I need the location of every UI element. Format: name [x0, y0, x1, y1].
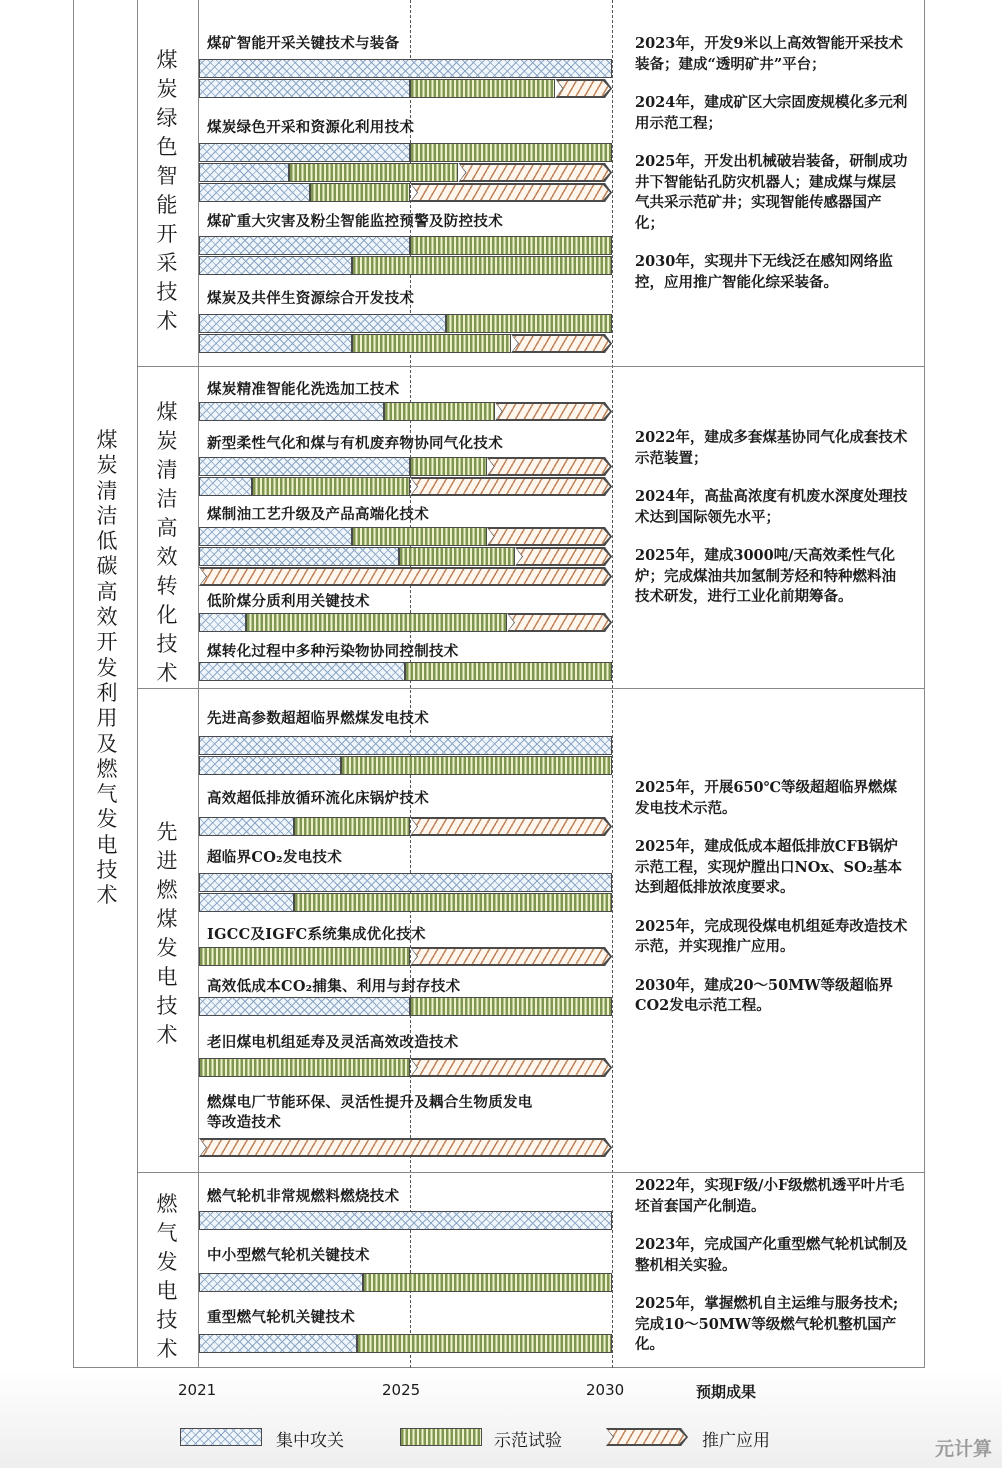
bar-segment-promotion — [507, 613, 612, 632]
bar-segment-fill — [412, 949, 610, 964]
technology-label: 煤矿重大灾害及粉尘智能监控预警及防控技术 — [207, 213, 503, 230]
bar-segment-promotion — [410, 817, 612, 836]
bar-segment-promotion — [555, 79, 612, 98]
bar-segment-fill — [513, 336, 610, 351]
technology-label: IGCC及IGFC系统集成优化技术 — [207, 926, 426, 943]
bar-segment-demonstration — [199, 947, 410, 966]
bar-segment-research — [199, 527, 352, 546]
technology-label: 重型燃气轮机关键技术 — [207, 1309, 355, 1326]
bar-segment-promotion — [495, 402, 612, 421]
result-item: 2022年，建成多套煤基协同气化成套技术示范装置； — [635, 429, 908, 467]
bar-segment-fill — [489, 529, 610, 544]
bar-segment-fill — [201, 569, 610, 584]
bar-segment-demonstration — [399, 547, 515, 566]
result-item: 2023年，开发9米以上高效智能开采技术装备；建成“透明矿井”平台； — [635, 35, 903, 73]
bar-segment-research — [199, 59, 612, 78]
bar-segment-demonstration — [352, 334, 511, 353]
bar-segment-research — [199, 477, 252, 496]
bar-segment-fill — [557, 81, 610, 96]
bar-segment-promotion — [458, 163, 612, 182]
bar-segment-demonstration — [410, 79, 555, 98]
technology-label: 煤转化过程中多种污染物协同控制技术 — [207, 643, 459, 660]
bar-segment-fill — [517, 549, 610, 564]
bar-segment-research — [199, 256, 352, 275]
bar-segment-demonstration — [252, 477, 410, 496]
category-label: 先进燃煤发电技术 — [156, 820, 178, 1047]
bar-segment-demonstration — [310, 183, 410, 202]
technology-label: 高效超低排放循环流化床锅炉技术 — [207, 790, 429, 807]
bar-segment-demonstration — [199, 1058, 410, 1077]
technology-label: 煤炭绿色开采和资源化利用技术 — [207, 119, 415, 136]
results-block — [635, 34, 910, 311]
bar-segment-demonstration — [410, 236, 612, 255]
main-title: 煤炭清洁低碳高效开发利用及燃气发电技术 — [96, 428, 118, 908]
legend-label-orange: 推广应用 — [702, 1431, 770, 1451]
result-item: 2024年，建成矿区大宗固废规模化多元利用示范工程； — [635, 94, 908, 132]
x-tick-2025: 2025 — [382, 1381, 421, 1399]
bar-segment-fill — [509, 615, 610, 630]
bar-segment-promotion — [515, 547, 612, 566]
bar-segment-research — [199, 547, 399, 566]
bar-segment-demonstration — [405, 662, 612, 681]
bar-segment-promotion — [487, 457, 612, 476]
bar-segment-promotion — [410, 1058, 612, 1077]
column-divider — [198, 0, 199, 1368]
bar-segment-demonstration — [384, 402, 495, 421]
column-divider — [612, 0, 613, 1368]
bar-segment-promotion — [199, 1138, 612, 1157]
technology-label: 燃气轮机非常规燃料燃烧技术 — [207, 1188, 400, 1205]
bar-segment-fill — [412, 819, 610, 834]
bar-segment-demonstration — [410, 143, 612, 162]
legend-label-green: 示范试验 — [494, 1431, 562, 1451]
bar-segment-promotion — [487, 527, 612, 546]
bar-segment-research — [199, 236, 410, 255]
bar-segment-research — [199, 756, 341, 775]
legend-swatch-cross — [180, 1428, 262, 1446]
bar-segment-promotion — [199, 567, 612, 586]
result-item: 2025年，开展650℃等级超超临界燃煤发电技术示范。 — [635, 779, 897, 817]
bar-segment-demonstration — [446, 314, 612, 333]
x-tick-2021: 2021 — [178, 1381, 217, 1399]
bar-segment-research — [199, 1334, 357, 1353]
bar-segment-fill — [460, 165, 610, 180]
page-footer-background — [0, 1370, 1002, 1468]
technology-label: 煤制油工艺升级及产品高端化技术 — [207, 506, 429, 523]
bar-segment-promotion — [410, 947, 612, 966]
legend-swatch-orange — [606, 1428, 688, 1446]
results-block — [635, 778, 910, 1035]
bar-segment-demonstration — [357, 1334, 612, 1353]
technology-label: 煤炭及共伴生资源综合开发技术 — [207, 290, 415, 307]
result-item: 2023年，完成国产化重型燃气轮机试制及整机相关实验。 — [635, 1236, 908, 1274]
bar-segment-promotion — [511, 334, 612, 353]
bar-segment-research — [199, 1211, 612, 1230]
bar-segment-research — [199, 143, 410, 162]
technology-label-line2: 等改造技术 — [207, 1114, 281, 1131]
result-item: 2025年，建成3000吨/天高效柔性气化炉；完成煤油共加氢制芳烃和特种燃料油技术研发，进行工业化前期筹备。 — [635, 547, 896, 605]
category-label: 煤炭绿色智能开采技术 — [156, 48, 178, 333]
bar-segment-promotion — [410, 477, 612, 496]
technology-label: 煤炭精准智能化洗选加工技术 — [207, 381, 400, 398]
x-tick-2030: 2030 — [586, 1381, 625, 1399]
result-item: 2025年，掌握燃机自主运维与服务技术;完成10～50MW等级燃气轮机整机国产化。 — [635, 1295, 899, 1353]
bar-segment-demonstration — [341, 756, 612, 775]
watermark-logo: 元计算 — [935, 1438, 993, 1460]
bar-segment-fill — [201, 1140, 610, 1155]
bar-segment-demonstration — [294, 893, 612, 912]
section-divider — [137, 688, 925, 689]
result-item: 2025年，建成低成本超低排放CFB锅炉示范工程，实现炉膛出口NOx、SO₂基本达到超低排放浓度要求。 — [635, 838, 902, 896]
technology-label: 高效低成本CO₂捕集、利用与封存技术 — [207, 978, 461, 995]
technology-label: 老旧煤电机组延寿及灵活高效改造技术 — [207, 1034, 459, 1051]
section-divider — [137, 366, 925, 367]
bar-segment-demonstration — [363, 1273, 612, 1292]
technology-label: 先进高参数超超临界燃煤发电技术 — [207, 710, 429, 727]
bar-segment-demonstration — [352, 527, 487, 546]
bar-segment-research — [199, 736, 612, 755]
bar-segment-research — [199, 79, 410, 98]
bar-segment-promotion — [410, 183, 612, 202]
technology-label: 中小型燃气轮机关键技术 — [207, 1247, 370, 1264]
bar-segment-research — [199, 334, 352, 353]
category-label: 煤炭清洁高效转化技术 — [156, 400, 178, 685]
bar-segment-fill — [412, 1060, 610, 1075]
section-divider — [137, 1172, 925, 1173]
gridline-2025 — [410, 0, 411, 1368]
bar-segment-fill — [412, 185, 610, 200]
bar-segment-research — [199, 662, 405, 681]
bar-segment-research — [199, 893, 294, 912]
bar-segment-research — [199, 1273, 363, 1292]
results-header: 预期成果 — [696, 1383, 757, 1401]
result-item: 2022年，实现F级/小F级燃机透平叶片毛坯首套国产化制造。 — [635, 1177, 905, 1215]
bar-segment-research — [199, 183, 310, 202]
bar-segment-fill — [412, 479, 610, 494]
column-divider — [137, 0, 138, 1368]
bar-segment-research — [199, 457, 410, 476]
result-item: 2030年，实现井下无线泛在感知网络监控，应用推广智能化综采装备。 — [635, 253, 893, 291]
bar-segment-demonstration — [289, 163, 459, 182]
bar-segment-research — [199, 873, 612, 892]
technology-label: 超临界CO₂发电技术 — [207, 849, 343, 866]
technology-label: 新型柔性气化和煤与有机废弃物协同气化技术 — [207, 435, 503, 452]
results-block — [635, 428, 910, 626]
result-item: 2025年，完成现役煤电机组延寿改造技术示范，并实现推广应用。 — [635, 917, 908, 955]
bar-segment-research — [199, 314, 446, 333]
legend-label-cross: 集中攻关 — [276, 1431, 344, 1451]
results-block — [635, 1176, 910, 1374]
result-item: 2025年，开发出机械破岩装备，研制成功井下智能钻孔防灾机器人；建成煤与煤层气共采示范矿井；实现智能传感器国产化； — [635, 153, 908, 232]
bar-segment-demonstration — [246, 613, 506, 632]
bar-segment-demonstration — [352, 256, 612, 275]
bar-segment-fill — [497, 404, 610, 419]
bar-segment-research — [199, 402, 384, 421]
legend-swatch-green — [400, 1428, 482, 1446]
category-label: 燃气发电技术 — [156, 1192, 178, 1361]
technology-label: 煤矿智能开采关键技术与装备 — [207, 35, 400, 52]
bar-segment-fill — [489, 459, 610, 474]
bar-segment-research — [199, 613, 246, 632]
bar-segment-research — [199, 163, 289, 182]
result-item: 2030年，建成20～50MW等级超临界CO2发电示范工程。 — [635, 976, 894, 1014]
bar-segment-research — [199, 817, 294, 836]
bar-segment-demonstration — [410, 997, 612, 1016]
technology-label: 低阶煤分质利用关键技术 — [207, 593, 370, 610]
result-item: 2024年，高盐高浓度有机废水深度处理技术达到国际领先水平； — [635, 488, 908, 526]
bar-segment-demonstration — [294, 817, 410, 836]
technology-label: 燃煤电厂节能环保、灵活性提升及耦合生物质发电 — [207, 1094, 533, 1111]
bar-segment-research — [199, 997, 410, 1016]
bar-segment-demonstration — [410, 457, 487, 476]
